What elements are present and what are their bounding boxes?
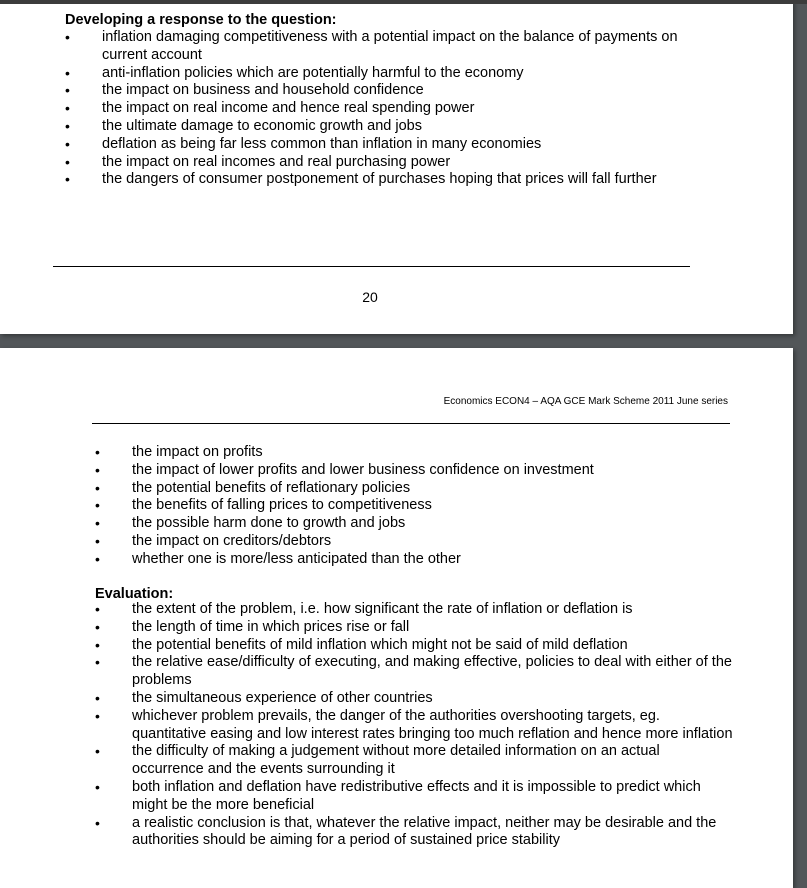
viewer-top-border (0, 0, 807, 4)
bullet-list-evaluation (95, 601, 735, 850)
list-item: • the benefits of falling prices to competitiveness (95, 497, 735, 515)
list-item: • the impact on creditors/debtors (95, 533, 735, 551)
list-item: • the impact on real incomes and real purchasing power (65, 154, 705, 172)
list-item: • inflation damaging competitiveness with a potential impact on the balance of payments on current account (65, 29, 705, 65)
list-item: • the dangers of consumer postponement of purchases hoping that prices will fall further (65, 171, 705, 189)
header-divider (92, 423, 730, 424)
running-header: Economics ECON4 – AQA GCE Mark Scheme 2011 June series (443, 396, 728, 407)
list-item: • the difficulty of making a judgement without more detailed information on an actual occurrence and the events surrounding it (95, 743, 735, 779)
list-item: • anti-inflation policies which are potentially harmful to the economy (65, 65, 705, 83)
bullet-list-continued (95, 444, 735, 569)
list-item: • deflation as being far less common than inflation in many economies (65, 136, 705, 154)
list-item: • the length of time in which prices rise or fall (95, 619, 735, 637)
document-page-21 (0, 348, 793, 888)
list-item: • the relative ease/difficulty of executing, and making effective, policies to deal with either of the problems (95, 654, 735, 690)
bullet-list-developing-response (65, 29, 705, 189)
list-item: • whichever problem prevails, the danger of the authorities overshooting targets, eg. quantitative easing and low interest rates bringing too much reflation and hence more inflation (95, 708, 735, 744)
page-number: 20 (362, 289, 378, 305)
list-item: • a realistic conclusion is that, whatever the relative impact, neither may be desirable and the authorities should be aiming for a period of sustained price stability (95, 815, 735, 851)
list-item: • the extent of the problem, i.e. how significant the rate of inflation or deflation is (95, 601, 735, 619)
list-item: • the potential benefits of reflationary policies (95, 480, 735, 498)
list-item: • both inflation and deflation have redistributive effects and it is impossible to predict which might be the more beneficial (95, 779, 735, 815)
list-item: • whether one is more/less anticipated than the other (95, 551, 735, 569)
list-item: • the potential benefits of mild inflation which might not be said of mild deflation (95, 637, 735, 655)
footer-divider (53, 266, 690, 267)
section-heading-developing-response: Developing a response to the question: (65, 12, 337, 28)
list-item: • the impact on real income and hence real spending power (65, 100, 705, 118)
list-item: • the possible harm done to growth and jobs (95, 515, 735, 533)
section-heading-evaluation: Evaluation: (95, 586, 174, 602)
list-item: • the impact of lower profits and lower business confidence on investment (95, 462, 735, 480)
list-item: • the impact on profits (95, 444, 735, 462)
list-item: • the impact on business and household confidence (65, 82, 705, 100)
list-item: • the simultaneous experience of other countries (95, 690, 735, 708)
list-item: • the ultimate damage to economic growth and jobs (65, 118, 705, 136)
document-page-20 (0, 0, 793, 334)
